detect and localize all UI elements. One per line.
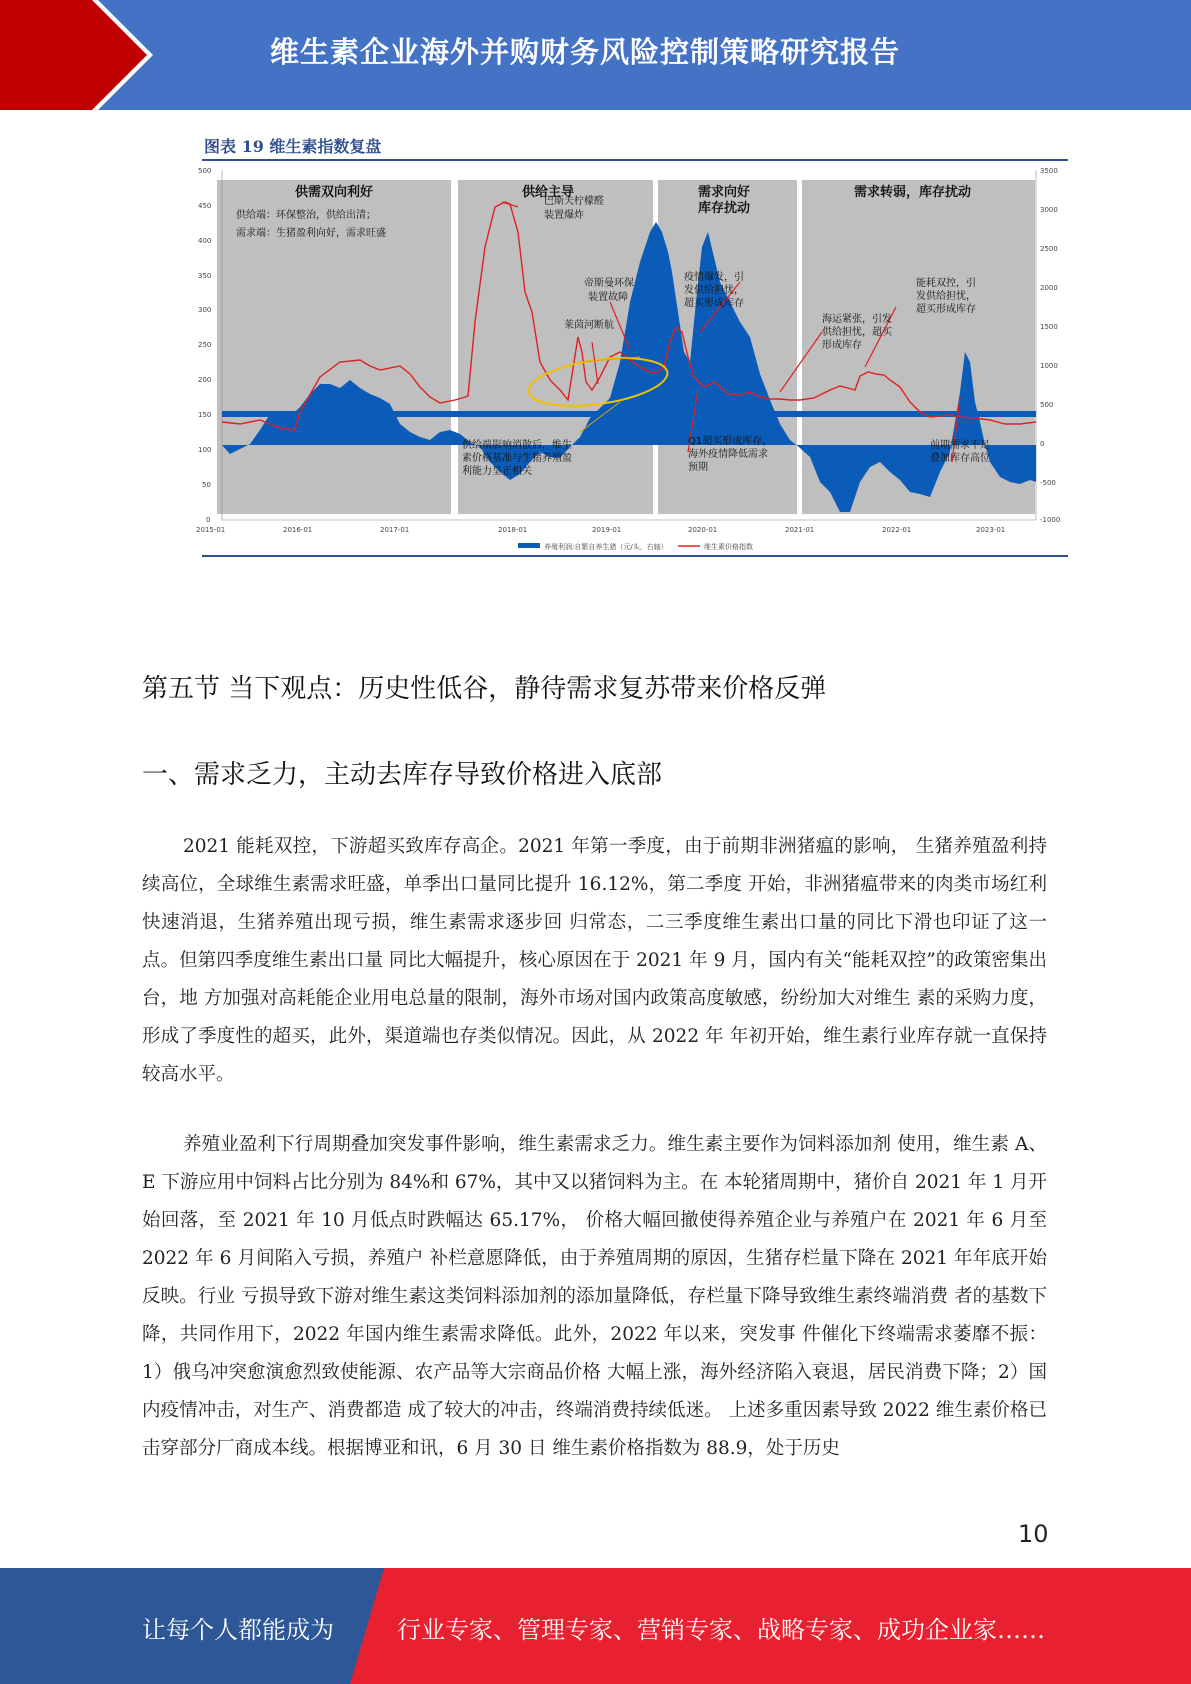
right-tick: 2500 [1040, 245, 1058, 253]
page-footer [0, 1568, 1191, 1684]
figure-bottom-rule [202, 555, 1068, 557]
annotation-covid-1: 疫情爆发，引 [684, 272, 744, 283]
box4-title: 需求转弱，库存扰动 [854, 185, 972, 200]
right-tick: 3500 [1040, 167, 1058, 175]
left-tick: 200 [198, 376, 212, 384]
annotation-supply-2: 素价格基准与生猪养殖盈 [462, 453, 572, 464]
left-tick: 400 [198, 237, 212, 245]
left-tick: 250 [198, 341, 212, 349]
x-tick: 2015-01 [196, 526, 226, 534]
box2-title: 供给主导 [522, 185, 575, 200]
annotation-demand-2: 叠加库存高位 [930, 453, 990, 464]
left-tick: 150 [198, 411, 212, 419]
figure-caption: 图表 19 维生素指数复盘 [204, 137, 382, 156]
x-tick: 2016-01 [283, 526, 313, 534]
right-tick: 500 [1040, 401, 1054, 409]
annotation-shipping-1: 海运紧张，引发 [822, 314, 892, 325]
annotation-supply-3: 利能力呈正相关 [462, 466, 532, 477]
left-tick: 300 [198, 306, 212, 314]
annotation-basf-2: 装置爆炸 [544, 210, 584, 221]
annotation-shipping-3: 形成库存 [822, 340, 862, 351]
footer-left-text: 让每个人都能成为 [142, 1616, 334, 1644]
annotation-covid-2: 发供给担忧， [684, 285, 744, 296]
annotation-shipping-2: 供给担忧，超买 [822, 327, 892, 338]
report-title: 维生素企业海外并购财务风险控制策略研究报告 [270, 35, 901, 69]
left-tick: 100 [198, 446, 212, 454]
vitamin-index-chart [196, 162, 1070, 554]
x-tick: 2017-01 [380, 526, 410, 534]
left-tick: 450 [198, 202, 212, 210]
right-tick: -1000 [1040, 516, 1061, 524]
x-tick: 2020-01 [688, 526, 718, 534]
annotation-demand-1: 前期需求不足 [930, 440, 990, 451]
paragraph-2: 养殖业盈利下行周期叠加突发事件影响，维生素需求乏力。维生素主要作为饲料添加剂 使用，维生素 A、E 下游应用中饲料占比分别为 84%和 67%，其中又以猪饲料为主。在 本轮猪周期中，猪价自 2021 年 1 月开始回落，至 2021 年 10 月低点时跌幅达 65.17%， 价格大幅回撤使得养殖企业与养殖户在 2021 年 6 月至 2022 年 6 月间陷入亏损，养殖户 补栏意愿降低，由于养殖周期的原因，生猪存栏量下降在 2021 年年底开始反映。行业 亏损导致下游对维生素这类饲料添加剂的添加量降低，存栏量下降导致维生素终端消费 者的基数下降，共同作用下，2022 年国内维生素需求降低。此外，2022 年以来，突发事 件催化下终端需求萎靡不振：1）俄乌冲突愈演愈烈致使能源、农产品等大宗商品价格 大幅上涨，海外经济陷入衰退，居民消费下降；2）国内疫情冲击，对生产、消费都造 成了较大的冲击，终端消费持续低迷。 上述多重因素导致 2022 维生素价格已击穿部分厂商成本线。根据博亚和讯，6 月 30 日 维生素价格指数为 88.9，处于历史 [142, 1134, 1047, 1459]
header-red-chevron [0, 0, 160, 110]
figure-top-rule [202, 159, 1068, 161]
left-tick: 350 [198, 272, 212, 280]
annotation-q1-3: 预期 [688, 462, 708, 473]
paragraph-1: 2021 能耗双控，下游超买致库存高企。2021 年第一季度，由于前期非洲猪瘟的影响， 生猪养殖盈利持续高位，全球维生素需求旺盛，单季出口量同比提升 16.12%，第二季度 开始，非洲猪瘟带来的肉类市场红利快速消退，生猪养殖出现亏损，维生素需求逐步回 归常态，二三季度维生素出口量的同比下滑也印证了这一点。但第四季度维生素出口量 同比大幅提升，核心原因在于 2021 年 9 月，国内有关“能耗双控”的政策密集出台，地 方加强对高耗能企业用电总量的限制，海外市场对国内政策高度敏感，纷纷加大对维生 素的采购力度，形成了季度性的超买，此外，渠道端也存类似情况。因此，从 2022 年 年初开始，维生素行业库存就一直保持较高水平。 [142, 836, 1047, 1085]
annotation-dsm: 帝斯曼环保 [584, 278, 634, 289]
left-tick: 500 [198, 167, 212, 175]
x-tick: 2019-01 [592, 526, 622, 534]
annotation-q1-1: Q1超买形成库存， [688, 436, 773, 447]
subsection-heading: 一、需求乏力，主动去库存导致价格进入底部 [142, 760, 663, 790]
right-tick: -500 [1040, 479, 1056, 487]
annotation-energy-3: 超买形成库存 [916, 304, 976, 315]
footer-right-text: 行业专家、管理专家、营销专家、战略专家、成功企业家…… [397, 1616, 1045, 1644]
x-tick: 2022-01 [882, 526, 912, 534]
x-tick: 2018-01 [498, 526, 528, 534]
legend-series2: 维生素价格指数 [704, 543, 753, 551]
annotation-covid-3: 超买形成库存 [684, 298, 744, 309]
box1-line1: 供给端：环保整治，供给出清； [236, 210, 376, 221]
right-tick: 1000 [1040, 362, 1058, 370]
left-tick: 0 [206, 516, 211, 524]
right-tick: 3000 [1040, 206, 1058, 214]
left-tick: 50 [202, 481, 211, 489]
right-tick: 2000 [1040, 284, 1058, 292]
right-tick: 1500 [1040, 323, 1058, 331]
box3-title: 需求向好 [698, 185, 751, 200]
section-heading: 第五节 当下观点：历史性低谷，静待需求复苏带来价格反弹 [142, 674, 827, 704]
page-header [0, 0, 1191, 110]
x-tick: 2021-01 [785, 526, 815, 534]
legend-swatch-area [518, 543, 540, 548]
box3-title2: 库存扰动 [698, 201, 751, 216]
annotation-supply-1: 供给端影响消散后，维生 [462, 440, 572, 451]
box1-title: 供需双向利好 [295, 185, 374, 200]
right-tick: 0 [1040, 440, 1045, 448]
annotation-energy-1: 能耗双控，引 [916, 278, 976, 289]
annotation-energy-2: 发供给担忧， [916, 291, 976, 302]
annotation-basf: 巴斯夫柠檬醛 [544, 196, 604, 207]
box1-line2: 需求端：生猪盈利向好，需求旺盛 [236, 228, 386, 239]
x-tick: 2023-01 [976, 526, 1006, 534]
legend-series1: 养殖利润:自繁自养生猪（元/头，右轴） [544, 543, 668, 551]
annotation-rhine: 莱茵河断航 [564, 320, 614, 331]
annotation-dsm-2: 装置故障 [588, 292, 628, 303]
annotation-q1-2: 海外疫情降低需求 [688, 449, 768, 460]
page-number: 10 [1018, 1520, 1049, 1548]
